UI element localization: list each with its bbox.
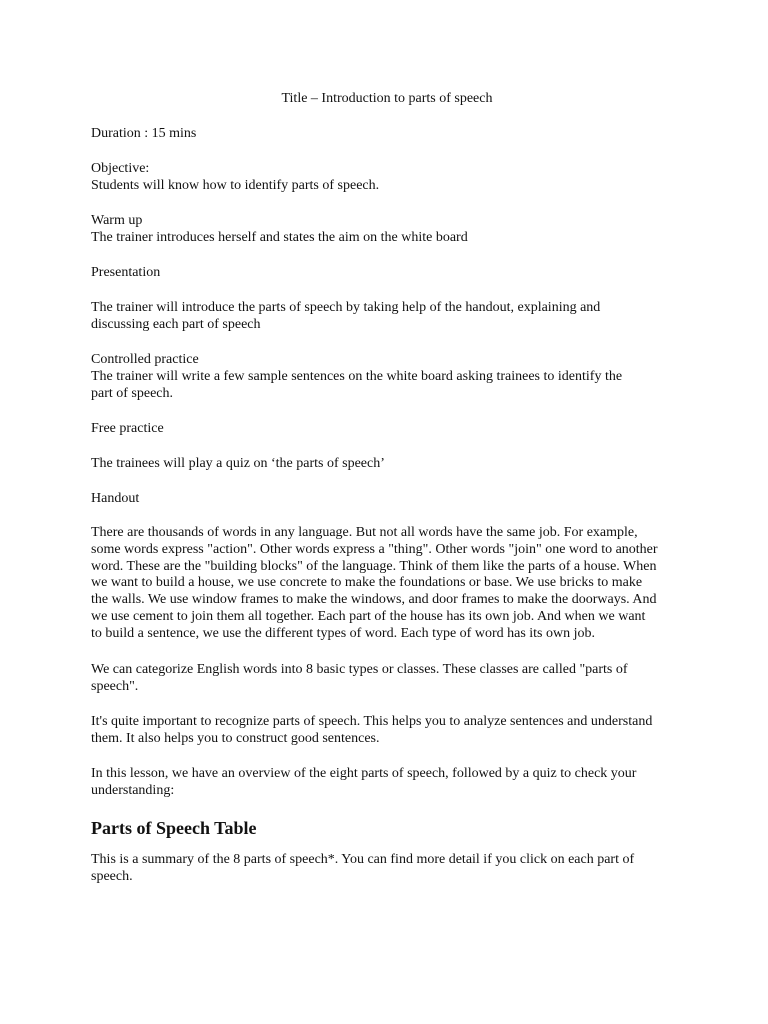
paragraph-line: we want to build a house, we use concrete to make the foundations or base. We use bricks to make — [91, 575, 643, 591]
objective-section — [91, 160, 681, 194]
presentation-line: discussing each part of speech — [91, 317, 261, 332]
paragraph-line: some words express "action". Other words express a "thing". Other words "join" one word to another — [91, 541, 658, 557]
duration-line — [91, 125, 681, 142]
handout-paragraph-2 — [91, 661, 681, 695]
presentation-label: Presentation — [91, 265, 161, 280]
free-practice-section — [91, 420, 681, 437]
handout-paragraph-3 — [91, 713, 681, 747]
controlled-practice-line: The trainer will write a few sample sentences on the white board asking trainees to identify the — [91, 369, 623, 384]
document-title: Title – Introduction to parts of speech — [281, 91, 493, 106]
presentation-text — [91, 299, 681, 333]
paragraph-line: we use cement to join them all together. Each part of the house has its own job. And when we want — [91, 608, 646, 624]
handout-section — [91, 490, 681, 507]
controlled-practice-line: part of speech. — [91, 386, 174, 401]
section-heading: Parts of Speech Table — [91, 817, 257, 838]
paragraph-line: We can categorize English words into 8 basic types or classes. These classes are called "parts of — [91, 661, 628, 677]
free-practice-label: Free practice — [91, 421, 164, 436]
paragraph-line: the walls. We use window frames to make the windows, and door frames to make the doorways. And — [91, 592, 657, 608]
paragraph-line: It's quite important to recognize parts of speech. This helps you to analyze sentences and understand — [91, 713, 653, 729]
controlled-practice-label: Controlled practice — [91, 352, 199, 367]
handout-paragraph-4 — [91, 765, 681, 799]
controlled-practice-section — [91, 351, 681, 402]
presentation-line: The trainer will introduce the parts of speech by taking help of the handout, explaining and — [91, 300, 601, 315]
presentation-section — [91, 264, 681, 281]
paragraph-line: them. It also helps you to construct good sentences. — [91, 730, 380, 746]
warmup-text: The trainer introduces herself and states the aim on the white board — [91, 230, 468, 245]
paragraph-line: speech. — [91, 868, 133, 884]
paragraph-line: understanding: — [91, 782, 175, 798]
paragraph-line: word. These are the "building blocks" of the language. Think of them like the parts of a house. When — [91, 558, 657, 574]
objective-text: Students will know how to identify parts of speech. — [91, 178, 380, 193]
paragraph-line: In this lesson, we have an overview of the eight parts of speech, followed by a quiz to check your — [91, 765, 637, 781]
objective-label: Objective: — [91, 161, 150, 176]
paragraph-line: to build a sentence, we use the different types of word. Each type of word has its own job. — [91, 625, 595, 641]
duration-text: Duration : 15 mins — [91, 126, 197, 141]
handout-label: Handout — [91, 491, 140, 506]
warmup-label: Warm up — [91, 213, 143, 228]
free-practice-text-block — [91, 455, 681, 472]
warmup-section — [91, 212, 681, 246]
paragraph-line: This is a summary of the 8 parts of speech*. You can find more detail if you click on each part of — [91, 851, 635, 867]
paragraph-line: There are thousands of words in any language. But not all words have the same job. For example, — [91, 525, 638, 540]
free-practice-text: The trainees will play a quiz on ‘the parts of speech’ — [91, 456, 385, 471]
paragraph-line: speech". — [91, 678, 139, 694]
document-body — [91, 90, 681, 885]
handout-paragraph-1 — [91, 525, 681, 643]
summary-paragraph — [91, 851, 681, 885]
